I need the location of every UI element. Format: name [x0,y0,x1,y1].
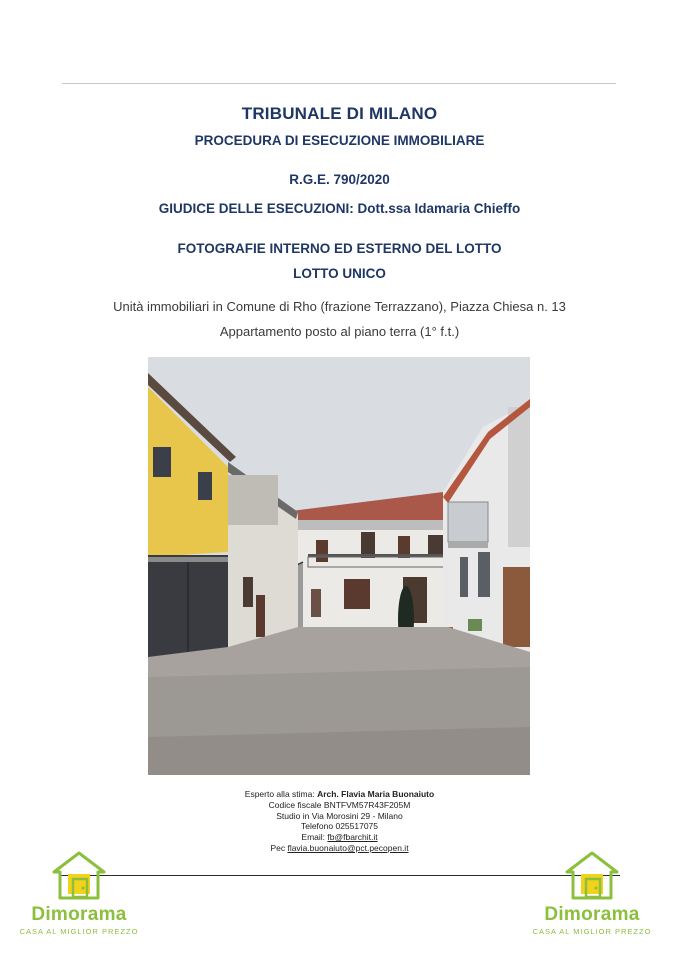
procedure-subtitle: PROCEDURA DI ESECUZIONE IMMOBILIARE [194,133,485,148]
brand-name: Dimorama [544,904,640,925]
lot-title: LOTTO UNICO [293,266,386,281]
courtyard-photo [148,357,530,775]
unit-description: Appartamento posto al piano terra (1° f.t.) [219,324,460,339]
dimorama-logo-left [9,850,149,936]
judge-name: : Dott.ssa Idamaria Chieffo [349,201,521,216]
studio-address: Studio in Via Morosini 29 - Milano [276,810,403,821]
pec-link[interactable]: flavia.buonaiuto@pct.pecopen.it [287,842,409,853]
house-icon [564,850,620,902]
judge-label: GIUDICE DELLE ESECUZIONI [158,201,350,216]
tax-code: Codice fiscale BNTFVM57R43F205M [268,799,411,810]
judge-line [0,201,679,216]
case-number: R.G.E. 790/2020 [289,172,390,187]
top-divider [62,83,616,84]
expert-credits [0,789,679,854]
pec-label: Pec [270,842,288,853]
brand-name: Dimorama [31,904,127,925]
house-icon [51,850,107,902]
email-line [0,832,679,843]
court-title: TRIBUNALE DI MILANO [241,104,438,123]
expert-name: Arch. Flavia Maria Buonaiuto [317,789,435,799]
property-address: Unità immobiliari in Comune di Rho (frazione Terrazzano), Piazza Chiesa n. 13 [113,299,566,314]
email-link[interactable]: fb@fbarchit.it [327,832,378,843]
expert-line [0,789,679,800]
dimorama-logo-right [522,850,662,936]
brand-tagline: CASA AL MIGLIOR PREZZO [19,927,139,936]
email-label: Email: [301,832,328,843]
phone: Telefono 025517075 [300,821,379,832]
brand-tagline: CASA AL MIGLIOR PREZZO [532,927,652,936]
expert-label: Esperto alla stima: [244,789,318,799]
section-title: FOTOGRAFIE INTERNO ED ESTERNO DEL LOTTO [177,241,502,256]
